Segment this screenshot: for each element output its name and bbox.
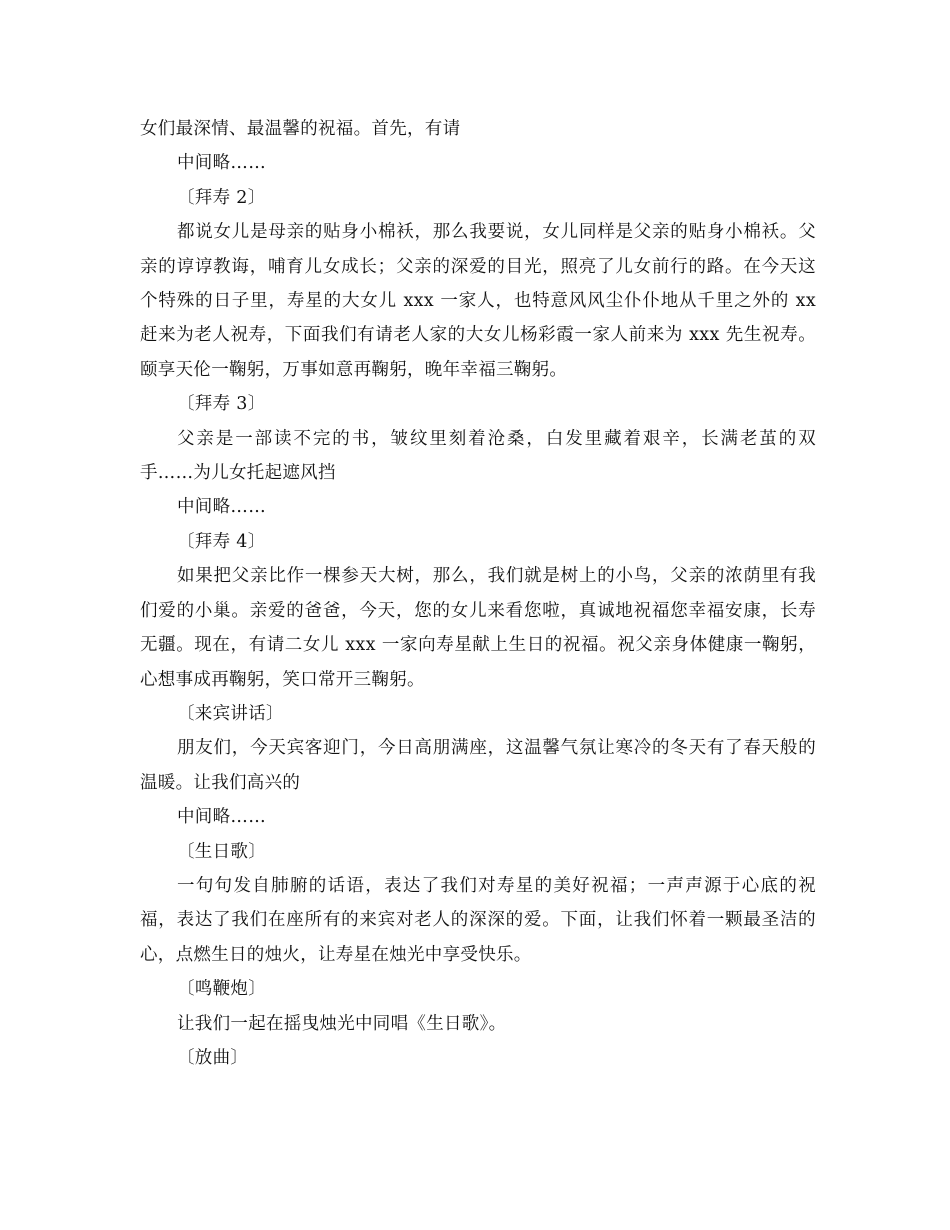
section-heading-play-music: 〔放曲〕	[177, 1047, 249, 1068]
paragraph-birthday-song: 一句句发自肺腑的话语，表达了我们对寿星的美好祝福；一声声源于心底的祝福，表达了我们在座所有的来宾对老人的深深的爱。下面，让我们怀着一颗最圣洁的心，点燃生日的烛火，让寿星在烛光中享受快乐。	[140, 875, 816, 965]
paragraph-guest-speech: 朋友们，今天宾客迎门，今日高朋满座，这温馨气氛让寒冷的冬天有了春天般的温暖。让我们高兴的	[140, 738, 816, 793]
section-heading-bai-shou-3: 〔拜寿 3〕	[177, 394, 266, 415]
paragraph-omitted: 中间略……	[177, 153, 266, 174]
paragraph-omitted: 中间略……	[177, 807, 266, 828]
section-heading-birthday-song: 〔生日歌〕	[177, 841, 266, 862]
paragraph-bai-shou-4: 如果把父亲比作一棵参天大树，那么，我们就是树上的小鸟，父亲的浓荫里有我们爱的小巢。亲爱的爸爸，今天，您的女儿来看您啦，真诚地祝福您幸福安康，长寿无疆。现在，有请二女儿 xxx 一家向寿星献上生日的祝福。祝父亲身体健康一鞠躬，心想事成再鞠躬，笑口常开三鞠躬。	[140, 566, 816, 690]
section-heading-bai-shou-2: 〔拜寿 2〕	[177, 187, 266, 208]
paragraph-omitted: 中间略……	[177, 497, 266, 518]
section-heading-firecrackers: 〔鸣鞭炮〕	[177, 979, 266, 1000]
paragraph-bai-shou-3: 父亲是一部读不完的书，皱纹里刻着沧桑，白发里藏着艰辛，长满老茧的双手……为儿女托起遮风挡	[140, 428, 816, 484]
section-heading-guest-speech: 〔来宾讲话〕	[177, 703, 284, 724]
paragraph-bai-shou-2: 都说女儿是母亲的贴身小棉袄，那么我要说，女儿同样是父亲的贴身小棉袄。父亲的谆谆教诲，哺育儿女成长；父亲的深爱的目光，照亮了儿女前行的路。在今天这个特殊的日子里，寿星的大女儿 xxx 一家人，也特意风风尘仆仆地从千里之外的 xx 赶来为老人祝寿，下面我们有请老人家的大女儿杨彩霞一家人前来为 xxx 先生祝寿。颐享天伦一鞠躬，万事如意再鞠躬，晚年幸福三鞠躬。	[140, 222, 816, 380]
paragraph-continuation: 女们最深情、最温馨的祝福。首先，有请	[140, 119, 461, 139]
section-heading-bai-shou-4: 〔拜寿 4〕	[177, 531, 266, 552]
paragraph-firecrackers: 让我们一起在摇曳烛光中同唱《生日歌》。	[177, 1013, 507, 1034]
document-body	[140, 112, 816, 1075]
